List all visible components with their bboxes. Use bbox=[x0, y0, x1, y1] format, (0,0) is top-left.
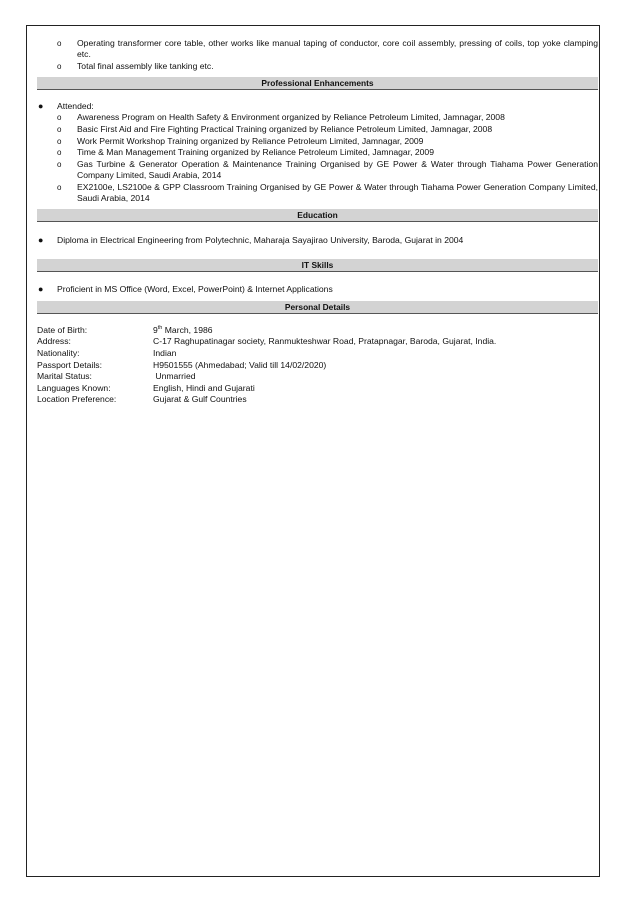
list-item: o Gas Turbine & Generator Operation & Maintenance Training Organised by GE Power & Water through Tiahama Power Generation Company Limited, Saudi Arabia, 2014 bbox=[57, 159, 598, 181]
pd-row-languages: Languages Known: English, Hindi and Gujarati bbox=[37, 382, 255, 393]
list-item: o Basic First Aid and Fire Fighting Practical Training organized by Reliance Petroleum Limited, Jamnagar, 2008 bbox=[57, 124, 493, 135]
resume-page bbox=[26, 25, 600, 877]
section-header-it-skills: IT Skills bbox=[37, 259, 598, 272]
section-header-professional: Professional Enhancements bbox=[37, 77, 598, 90]
sub-marker: o bbox=[57, 183, 62, 193]
personal-details bbox=[37, 325, 598, 406]
pd-row-nationality: Nationality: Indian bbox=[37, 348, 177, 359]
list-item: o Work Permit Workshop Training organized by Reliance Petroleum Limited, Jamnagar, 2009 bbox=[57, 135, 424, 146]
sub-marker: o bbox=[57, 125, 62, 135]
list-item: o Awareness Program on Health Safety & Environment organized by Reliance Petroleum Limited, Jamnagar, 2008 bbox=[57, 112, 505, 123]
list-item: o Operating transformer core table, other works like manual taping of conductor, core coil assembly, pressing of coils, top yoke clamping etc. bbox=[57, 38, 598, 60]
bullet-marker: ● bbox=[38, 283, 44, 294]
pd-row-marital: Marital Status: Unmarried bbox=[37, 371, 196, 382]
sub-marker: o bbox=[57, 160, 62, 170]
sub-marker: o bbox=[57, 113, 62, 123]
resume-content bbox=[37, 38, 598, 406]
sub-marker: o bbox=[57, 61, 62, 71]
list-item: o Time & Man Management Training organized by Reliance Petroleum Limited, Jamnagar, 2009 bbox=[57, 147, 434, 158]
it-skills-item: ● Proficient in MS Office (Word, Excel, PowerPoint) & Internet Applications bbox=[38, 283, 333, 294]
pd-row-location: Location Preference: Gujarat & Gulf Countries bbox=[37, 394, 247, 405]
sub-marker: o bbox=[57, 148, 62, 158]
professional-list bbox=[37, 112, 598, 204]
education-item: ● Diploma in Electrical Engineering from Polytechnic, Maharaja Sayajirao University, Baroda, Gujarat in 2004 bbox=[38, 235, 464, 246]
list-item: o EX2100e, LS2100e & GPP Classroom Training Organised by GE Power & Water through Tiahama Power Generation Company Limited, Saudi Arabia, 2014 bbox=[57, 182, 598, 204]
sub-marker: o bbox=[57, 136, 62, 146]
section-header-personal: Personal Details bbox=[37, 301, 598, 314]
list-item: o Total final assembly like tanking etc. bbox=[57, 60, 214, 71]
sub-marker: o bbox=[57, 39, 62, 48]
attended-bullet: ● Attended: bbox=[38, 101, 94, 112]
continuation-list bbox=[37, 38, 598, 72]
bullet-marker: ● bbox=[38, 101, 44, 112]
pd-row-passport: Passport Details: H9501555 (Ahmedabad; Valid till 14/02/2020) bbox=[37, 359, 327, 370]
pd-row-dob: Date of Birth: 9th March, 1986 bbox=[37, 324, 213, 335]
pd-row-address: Address: C-17 Raghupatinagar society, Ranmukteshwar Road, Pratapnagar, Baroda, Gujarat, India. bbox=[37, 336, 497, 347]
bullet-marker: ● bbox=[38, 235, 44, 246]
section-header-education: Education bbox=[37, 209, 598, 222]
